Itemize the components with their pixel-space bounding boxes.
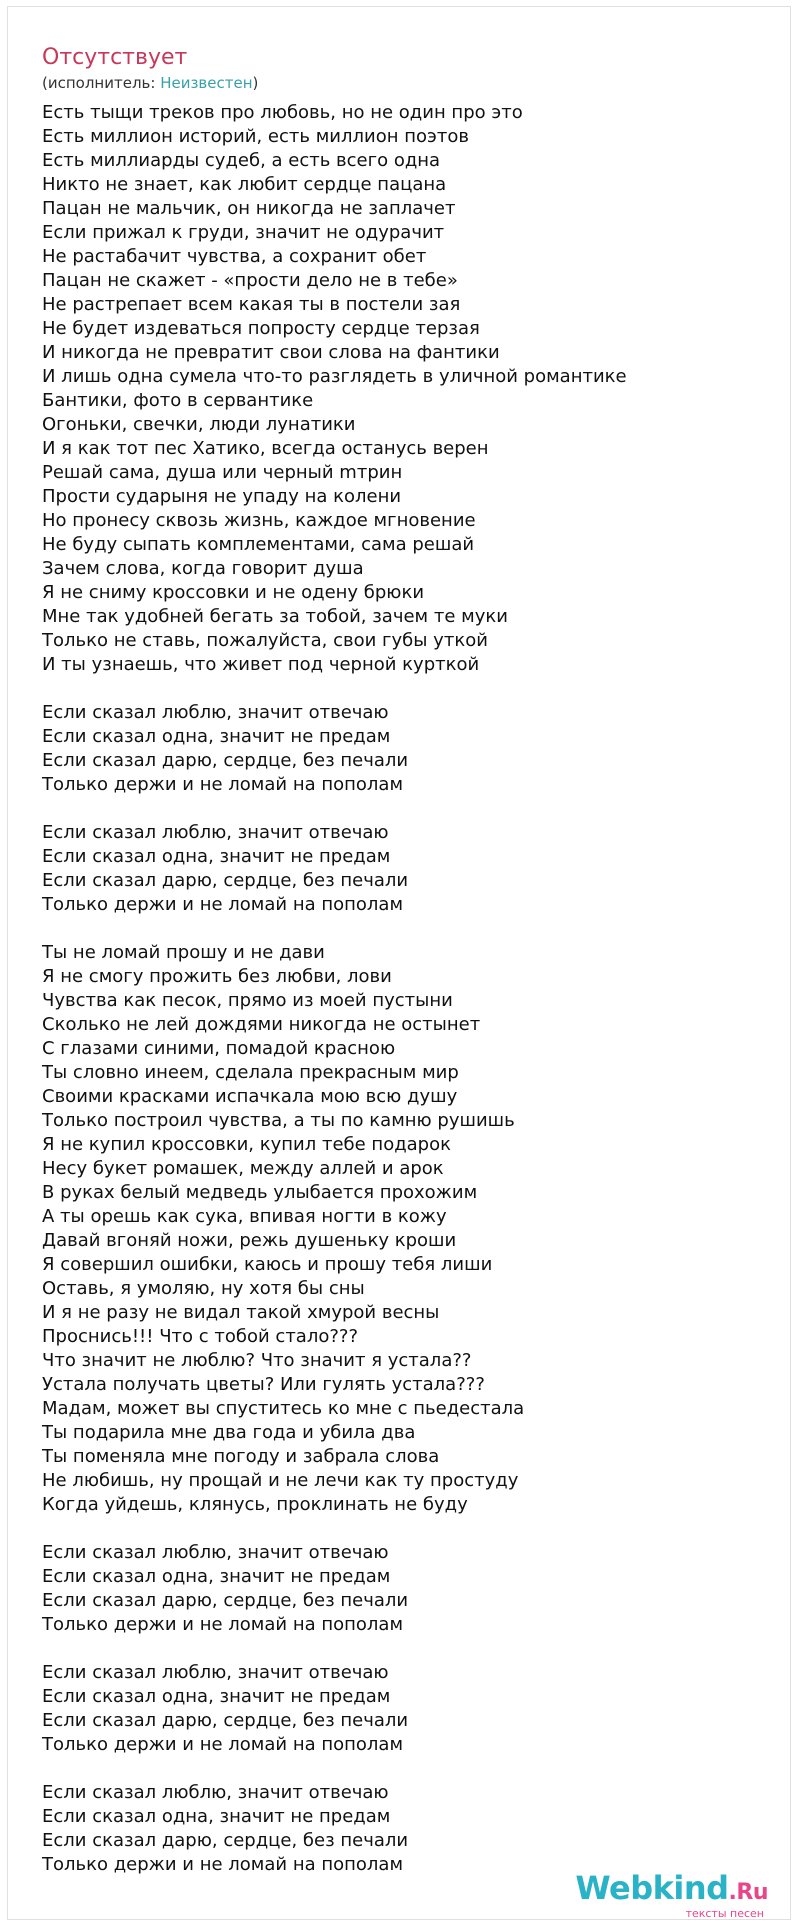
- lyric-line: И никогда не превратит свои слова на фантики: [42, 342, 500, 363]
- lyric-line: Оставь, я умоляю, ну хотя бы сны: [42, 1278, 365, 1299]
- lyric-line: Не любишь, ну прощай и не лечи как ту простуду: [42, 1470, 519, 1491]
- lyric-line: Если сказал одна, значит не предам: [42, 846, 391, 867]
- lyric-line: Если сказал люблю, значит отвечаю: [42, 822, 389, 843]
- lyric-line: Я не смогу прожить без любви, лови: [42, 966, 392, 987]
- lyric-line: Если сказал люблю, значит отвечаю: [42, 1542, 389, 1563]
- lyric-line: Если сказал дарю, сердце, без печали: [42, 1830, 409, 1851]
- lyrics-stanza: [42, 1781, 782, 1877]
- lyric-line: Мне так удобней бегать за тобой, зачем те муки: [42, 606, 508, 627]
- lyric-line: И я как тот пес Хатико, всегда останусь верен: [42, 438, 489, 459]
- lyric-line: Ты подарила мне два года и убила два: [42, 1422, 416, 1443]
- lyric-line: Если сказал дарю, сердце, без печали: [42, 1710, 409, 1731]
- lyric-line: Если сказал одна, значит не предам: [42, 1566, 391, 1587]
- lyric-line: Не будет издеваться попросту сердце терзая: [42, 318, 480, 339]
- artist-link[interactable]: Неизвестен: [160, 74, 253, 92]
- lyric-line: Пацан не скажет - «прости дело не в тебе»: [42, 270, 458, 291]
- lyric-line: Прости сударыня не упаду на колени: [42, 486, 402, 507]
- artist-line: [42, 73, 782, 93]
- lyric-line: Если сказал одна, значит не предам: [42, 726, 391, 747]
- lyric-line: Ты не ломай прошу и не дави: [42, 942, 325, 963]
- lyric-line: Несу букет ромашек, между аллей и арок: [42, 1158, 444, 1179]
- lyric-line: Никто не знает, как любит сердце пацана: [42, 174, 447, 195]
- lyric-line: Ты словно инеем, сделала прекрасным мир: [42, 1062, 459, 1083]
- lyric-line: Есть миллион историй, есть миллион поэтов: [42, 126, 469, 147]
- lyric-line: Мадам, может вы спуститесь ко мне с пьедестала: [42, 1398, 525, 1419]
- lyric-line: Проснись!!! Что с тобой стало???: [42, 1326, 359, 1347]
- lyric-line: Чувства как песок, прямо из моей пустыни: [42, 990, 453, 1011]
- lyric-line: Если сказал люблю, значит отвечаю: [42, 1662, 389, 1683]
- lyric-line: Ты поменяла мне погоду и забрала слова: [42, 1446, 440, 1467]
- lyric-line: Я не сниму кроссовки и не одену брюки: [42, 582, 425, 603]
- lyrics-stanza: [42, 1661, 782, 1757]
- lyric-line: Есть тыщи треков про любовь, но не один про это: [42, 102, 523, 123]
- lyric-line: Только держи и не ломай на пополам: [42, 1854, 404, 1875]
- lyric-line: Не буду сыпать комплементами, сама решай: [42, 534, 475, 555]
- lyric-line: Не растрепает всем какая ты в постели зая: [42, 294, 461, 315]
- lyrics-stanza: [42, 101, 782, 677]
- lyric-line: Если сказал люблю, значит отвечаю: [42, 1782, 389, 1803]
- lyrics-stanza: [42, 1541, 782, 1637]
- lyric-line: Если сказал дарю, сердце, без печали: [42, 870, 409, 891]
- lyric-line: Только держи и не ломай на пополам: [42, 1734, 404, 1755]
- lyric-line: Не растабачит чувства, а сохранит обет: [42, 246, 427, 267]
- lyric-line: А ты орешь как сука, впивая ногти в кожу: [42, 1206, 447, 1227]
- lyric-line: Я не купил кроссовки, купил тебе подарок: [42, 1134, 451, 1155]
- site-logo[interactable]: [575, 1871, 768, 1920]
- lyric-line: Огоньки, свечки, люди лунатики: [42, 414, 356, 435]
- lyric-line: Что значит не люблю? Что значит я устала??: [42, 1350, 472, 1371]
- lyric-line: И лишь одна сумела что-то разглядеть в уличной романтике: [42, 366, 627, 387]
- lyric-line: Только построил чувства, а ты по камню рушишь: [42, 1110, 515, 1131]
- lyric-line: И ты узнаешь, что живет под черной курткой: [42, 654, 480, 675]
- lyric-line: Только держи и не ломай на пополам: [42, 1614, 404, 1635]
- lyric-line: Если сказал дарю, сердце, без печали: [42, 750, 409, 771]
- lyric-line: Я совершил ошибки, каюсь и прошу тебя лиши: [42, 1254, 493, 1275]
- lyric-line: Если прижал к груди, значит не одурачит: [42, 222, 445, 243]
- lyric-line: Если сказал одна, значит не предам: [42, 1806, 391, 1827]
- lyric-line: Пацан не мальчик, он никогда не заплачет: [42, 198, 456, 219]
- lyrics-stanza: [42, 941, 782, 1517]
- lyric-line: Только держи и не ломай на пополам: [42, 774, 404, 795]
- lyric-line: Устала получать цветы? Или гулять устала???: [42, 1374, 485, 1395]
- logo-main-text: Webkind: [575, 1869, 729, 1907]
- lyric-line: Решай сама, душа или черный mтрин: [42, 462, 403, 483]
- logo-tld: .Ru: [728, 1880, 768, 1905]
- artist-suffix: ): [252, 74, 259, 92]
- lyric-line: Есть миллиарды судеб, а есть всего одна: [42, 150, 441, 171]
- lyric-line: Только не ставь, пожалуйста, свои губы уткой: [42, 630, 488, 651]
- lyric-line: С глазами синими, помадой красною: [42, 1038, 396, 1059]
- lyrics: [42, 101, 782, 1877]
- lyric-line: Зачем слова, когда говорит душа: [42, 558, 364, 579]
- lyric-line: Только держи и не ломай на пополам: [42, 894, 404, 915]
- logo-wordmark: [575, 1871, 768, 1910]
- song-content: [42, 43, 782, 1901]
- lyric-line: Но пронесу сквозь жизнь, каждое мгновение: [42, 510, 476, 531]
- lyrics-stanza: [42, 821, 782, 917]
- song-title: Отсутствует: [42, 45, 188, 70]
- artist-prefix: (исполнитель:: [42, 74, 161, 92]
- page-card: [7, 6, 791, 1920]
- lyric-line: Сколько не лей дождями никогда не остынет: [42, 1014, 481, 1035]
- lyric-line: Давай вгоняй ножи, режь душеньку кроши: [42, 1230, 457, 1251]
- lyric-line: Бантики, фото в сервантике: [42, 390, 314, 411]
- lyric-line: И я не разу не видал такой хмурой весны: [42, 1302, 440, 1323]
- lyric-line: Если сказал дарю, сердце, без печали: [42, 1590, 409, 1611]
- lyric-line: Своими красками испачкала мою всю душу: [42, 1086, 458, 1107]
- logo-tagline: тексты песен: [685, 1907, 764, 1920]
- lyrics-stanza: [42, 701, 782, 797]
- lyric-line: Если сказал одна, значит не предам: [42, 1686, 391, 1707]
- lyric-line: Если сказал люблю, значит отвечаю: [42, 702, 389, 723]
- lyric-line: Когда уйдешь, клянусь, проклинать не буду: [42, 1494, 468, 1515]
- lyric-line: В руках белый медведь улыбается прохожим: [42, 1182, 478, 1203]
